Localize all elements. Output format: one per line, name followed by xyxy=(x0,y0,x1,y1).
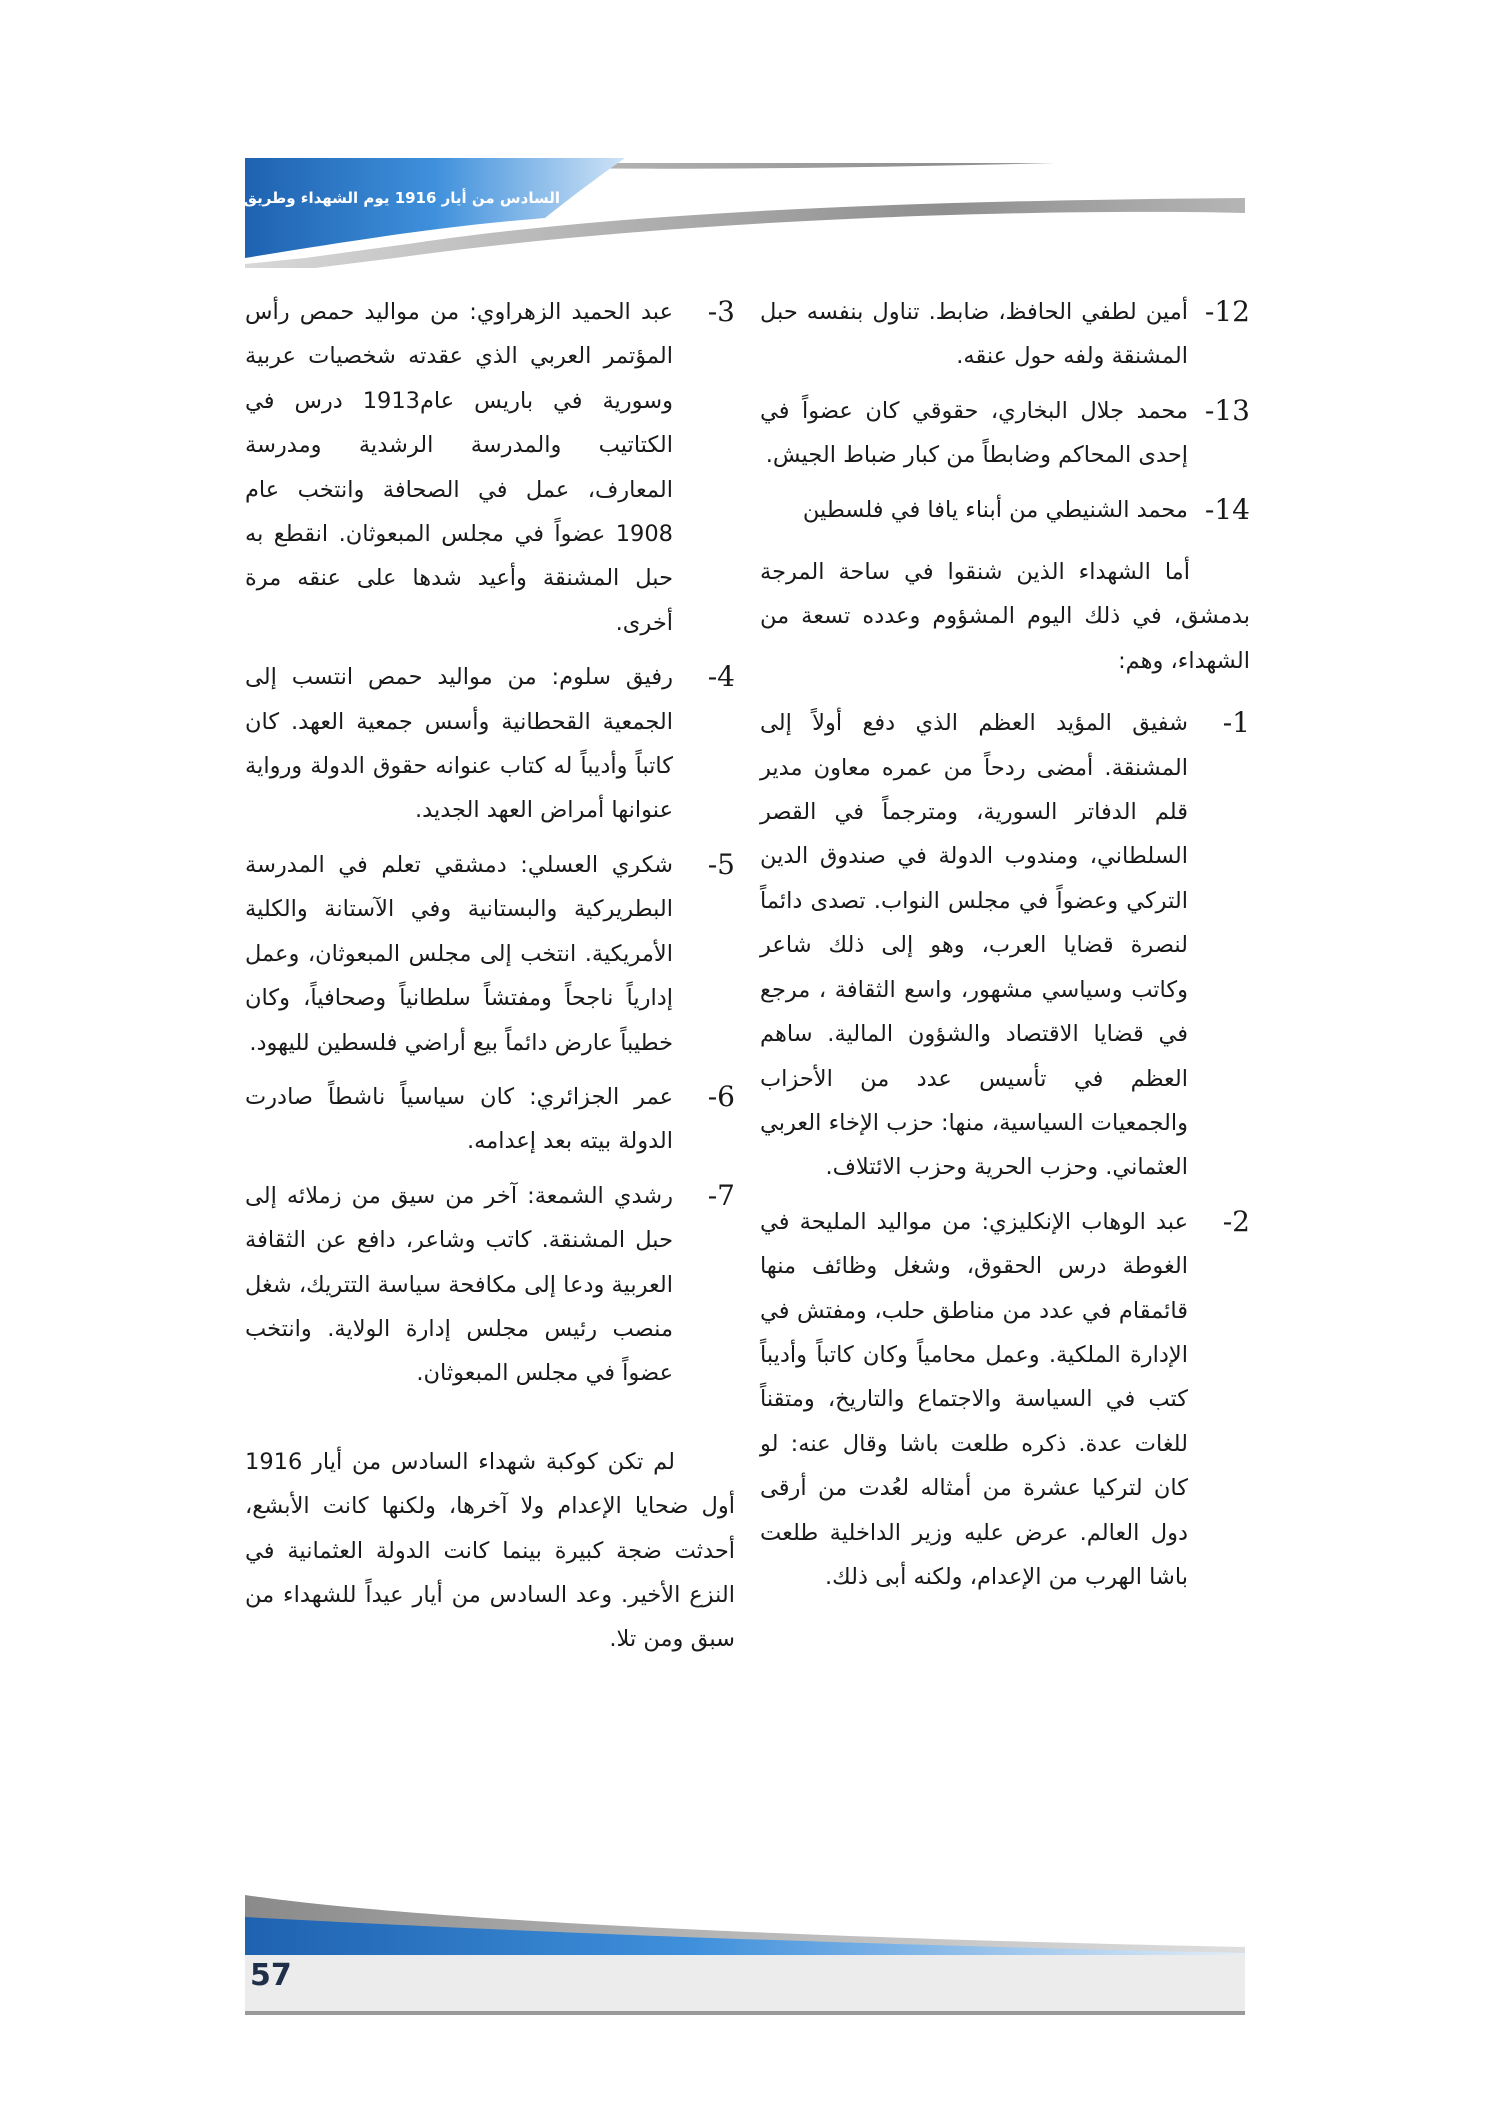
item-text: رشدي الشمعة: آخر من سيق من زملائه إلى حبل المشنقة. كاتب وشاعر، دافع عن الثقافة العربية ودعا إلى مكافحة سياسة التتريك، شغل منصب رئيس مجلس إدارة الولاية. وانتخب عضواً في مجلس المبعوثان. xyxy=(245,1182,673,1387)
martyr-item-1 xyxy=(760,701,1250,1189)
page-number: 57 xyxy=(250,1958,292,1993)
martyr-item-3 xyxy=(245,290,735,645)
item-text: عمر الجزائري: كان سياسياً ناشطاً صادرت الدولة بيته بعد إعدامه. xyxy=(245,1083,673,1155)
item-number: 2- xyxy=(1222,1204,1250,1238)
martyr-item-6 xyxy=(245,1075,735,1164)
martyr-item-2 xyxy=(760,1200,1250,1600)
item-text: أمين لطفي الحافظ، ضابط. تناول بنفسه حبل المشنقة ولفه حول عنقه. xyxy=(760,299,1188,370)
item-number: 14- xyxy=(1204,492,1250,526)
item-number: 4- xyxy=(707,660,735,694)
item-number: 1- xyxy=(1222,706,1250,740)
item-text: شفيق المؤيد العظم الذي دفع أولاً إلى المشنقة. أمضى ردحاً من عمره معاون مدير قلم الدفاتر السورية، ومترجماً في القصر السلطاني، ومندوب الدولة في صندوق الدين التركي وعضواً في مجلس النواب. تصدى دائماً لنصرة قضايا العرب، وهو إلى ذلك شاعر وكاتب وسياسي مشهور، واسع الثقافة ، مرجع في قضايا الاقتصاد والشؤون المالية. ساهم العظم في تأسيس عدد من الأحزاب والجمعيات السياسية، منها: حزب الإخاء العربي العثماني. وحزب الحرية وحزب الائتلاف. xyxy=(760,710,1188,1181)
footer-band xyxy=(245,1895,1245,2015)
martyr-item-14 xyxy=(760,488,1250,532)
item-text: شكري العسلي: دمشقي تعلم في المدرسة البطريركية والبستانية وفي الآستانة والكلية الأمريكية. انتخب إلى مجلس المبعوثان، وعمل إدارياً ناجحاً ومفتشاً سلطانياً وصحافياً، وكان خطيباً عارض دائماً بيع أراضي فلسطين لليهود. xyxy=(245,851,673,1056)
intro-paragraph: أما الشهداء الذين شنقوا في ساحة المرجة بدمشق، في ذلك اليوم المشؤوم وعدده تسعة من الشهداء، وهم: xyxy=(760,559,1250,674)
item-number: 3- xyxy=(707,295,735,328)
item-text: عبد الحميد الزهراوي: من مواليد حمص رأس المؤتمر العربي الذي عقدته شخصيات عربية وسورية في باريس عام1913 درس في الكتاتيب والمدرسة الرشدية ومدرسة المعارف، عمل في الصحافة وانتخب عام 1908 عضواً في مجلس المبعوثان. انقطع به حبل المشنقة وأعيد شدها على عنقه مرة أخرى. xyxy=(245,299,673,636)
right-column xyxy=(760,290,1250,1609)
martyr-item-5 xyxy=(245,843,735,1065)
left-column xyxy=(245,290,735,1680)
martyr-item-7 xyxy=(245,1174,735,1396)
martyr-item-4 xyxy=(245,655,735,833)
closing-paragraph: لم تكن كوكبة شهداء السادس من أيار 1916 أول ضحايا الإعدام ولا آخرها، ولكنها كانت الأبشع، أحدثت ضجة كبيرة بينما كانت الدولة العثمانية في النزع الأخير. وعد السادس من أيار عيداً للشهداء من سبق ومن تلا. xyxy=(245,1448,735,1653)
item-text: محمد جلال البخاري، حقوقي كان عضواً في إحدى المحاكم وضابطاً من كبار ضباط الجيش. xyxy=(760,397,1188,469)
item-text: رفيق سلوم: من مواليد حمص انتسب إلى الجمعية القحطانية وأسس جمعية العهد. كان كاتباً وأديباً له كتاب عنوانه حقوق الدولة ورواية عنوانها أمراض العهد الجديد. xyxy=(245,664,673,824)
header-band xyxy=(186,158,1245,268)
item-text: محمد الشنيطي من أبناء يافا في فلسطين xyxy=(802,496,1188,523)
martyr-item-13 xyxy=(760,389,1250,478)
item-number: 13- xyxy=(1204,393,1250,427)
item-text: عبد الوهاب الإنكليزي: من مواليد المليحة في الغوطة درس الحقوق، وشغل وظائف منها قائمقام في عدد من مناطق حلب، ومفتش في الإدارة الملكية. وعمل محامياً وكان كاتباً وأديباً كتب في السياسة والاجتماع والتاريخ، ومتقناً للغات عدة. ذكره طلعت باشا وقال عنه: لو كان لتركيا عشرة من أمثاله لعُدت من أرقى دول العالم. عرض عليه وزير الداخلية طلعت باشا الهرب من الإعدام، ولكنه أبى ذلك. xyxy=(760,1208,1188,1590)
item-number: 5- xyxy=(707,847,735,881)
item-number: 7- xyxy=(707,1178,735,1212)
running-header-title: السادس من أيار 1916 يوم الشهداء وطريق التحرير xyxy=(186,189,560,207)
item-number: 6- xyxy=(707,1079,735,1113)
item-number: 12- xyxy=(1204,295,1250,328)
martyr-item-12 xyxy=(760,290,1250,379)
